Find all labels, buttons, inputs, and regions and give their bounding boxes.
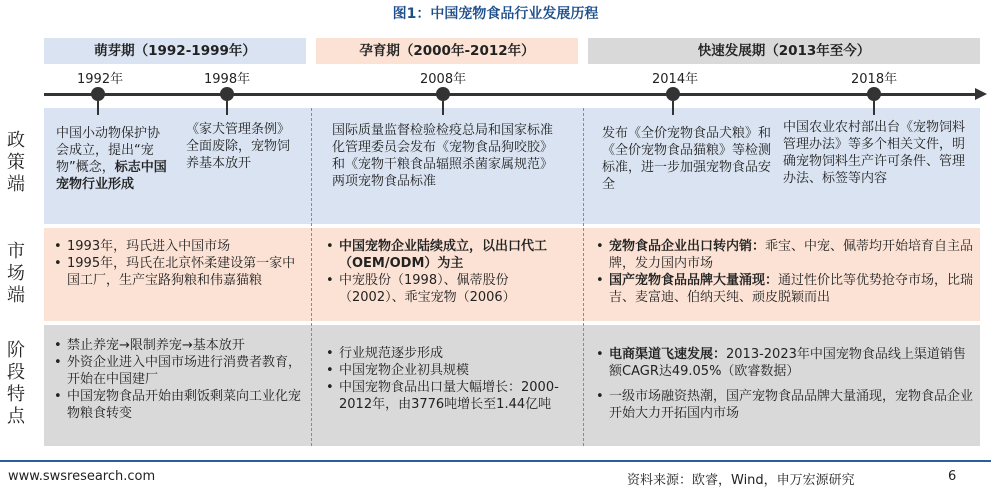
policy-2008: 国际质量监督检验检疫总局和国家标准化管理委员会发布《宠物食品狗咬胶》和《宠物干粮食品辐照杀菌家属规范》两项宠物食品标准	[332, 123, 554, 189]
list-item: • 宠物食品企业出口转内销：乖宝、中宠、佩蒂均开始培育自主品牌，发力国内市场	[596, 238, 974, 272]
year-2018-marker	[867, 87, 881, 101]
list-item: • 1993年，玛氏进入中国市场	[54, 238, 302, 255]
year-2014-label: 2014年	[652, 72, 699, 87]
year-1998-label: 1998年	[204, 72, 251, 87]
list-item: • 一级市场融资热潮，国产宠物食品品牌大量涌现，宠物食品企业开始大力开拓国内市场	[596, 388, 974, 422]
list-item: • 中宠股份（1998）、佩蒂股份（2002）、乖宝宠物（2006）	[326, 272, 574, 306]
year-2008-marker	[436, 87, 450, 101]
footer-divider	[0, 460, 991, 462]
list-item: • 行业规范逐步形成	[326, 345, 576, 362]
year-2014-marker	[666, 87, 680, 101]
footer-url[interactable]: www.swsresearch.com	[8, 469, 156, 484]
policy-1992-highlight: 标志中国宠物行业形成	[56, 160, 167, 192]
timeline-arrow-icon	[975, 88, 987, 100]
list-item: • 国产宠物食品品牌大量涌现：通过性价比等优势抢夺市场，比瑞吉、麦富迪、伯纳天纯、顽皮脱颖而出	[596, 272, 974, 306]
list-item: • 中国宠物企业陆续成立，以出口代工（OEM/ODM）为主	[326, 238, 574, 272]
phase-incubation: 孕育期（2000年-2012年）	[316, 38, 578, 64]
list-item: • 外资企业进入中国市场进行消费者教育，开始在中国建厂	[54, 354, 302, 388]
page-number: 6	[948, 469, 957, 484]
timeline-axis	[44, 93, 980, 96]
stem-2018	[873, 101, 875, 115]
phase-sprouting: 萌芽期（1992-1999年）	[44, 38, 306, 64]
list-item: • 电商渠道飞速发展：2013-2023年中国宠物食品线上渠道销售额CAGR达49.05%（欧睿数据）	[596, 346, 974, 380]
year-2008-label: 2008年	[420, 72, 467, 87]
row-label-stage: 阶段特点	[7, 340, 25, 427]
list-item: • 1995年，玛氏在北京怀柔建设第一家中国工厂，生产宝路狗粮和伟嘉猫粮	[54, 255, 302, 289]
footer-source: 资料来源：欧睿，Wind，申万宏源研究	[627, 473, 855, 488]
market-phase-3-list	[596, 238, 974, 306]
divider-phase-2-3	[583, 108, 584, 446]
market-phase-1-list	[54, 238, 302, 289]
stem-2008	[442, 101, 444, 115]
row-label-market: 市场端	[7, 241, 25, 306]
stem-1992	[97, 101, 99, 115]
divider-phase-1-2	[311, 108, 312, 446]
policy-1992	[56, 125, 172, 193]
policy-1998: 《家犬管理条例》全面废除，宠物饲养基本放开	[186, 122, 291, 171]
list-item: • 禁止养宠→限制养宠→基本放开	[54, 337, 302, 354]
market-phase-2-list	[326, 238, 574, 306]
year-1992-label: 1992年	[77, 72, 124, 87]
policy-2018: 中国农业农村部出台《宠物饲料管理办法》等多个相关文件，明确宠物饲料生产许可条件、管理办法、标签等内容	[783, 120, 966, 186]
stem-2014	[672, 101, 674, 115]
policy-2014: 发布《全价宠物食品犬粮》和《全价宠物食品猫粮》等检测标准，进一步加强宠物食品安全	[602, 126, 772, 192]
stage-phase-3-list	[596, 346, 974, 422]
stage-phase-2-list	[326, 345, 576, 413]
phase-rapid-growth: 快速发展期（2013年至今）	[588, 38, 980, 64]
list-item: • 中国宠物食品开始由剩饭剩菜向工业化宠物粮食转变	[54, 388, 302, 422]
figure-title: 图1：中国宠物食品行业发展历程	[392, 6, 599, 22]
stem-1998	[226, 101, 228, 115]
list-item: • 中国宠物企业初具规模	[326, 362, 576, 379]
year-2018-label: 2018年	[851, 72, 898, 87]
year-1992-marker	[91, 87, 105, 101]
year-1998-marker	[220, 87, 234, 101]
list-item: • 中国宠物食品出口量大幅增长：2000-2012年，由3776吨增长至1.44亿吨	[326, 379, 576, 413]
policy-1992-text: 中国小动物保护协会成立，提出“宠物”概念，	[56, 126, 161, 175]
stage-phase-1-list	[54, 337, 302, 422]
row-label-policy: 政策端	[7, 130, 25, 195]
